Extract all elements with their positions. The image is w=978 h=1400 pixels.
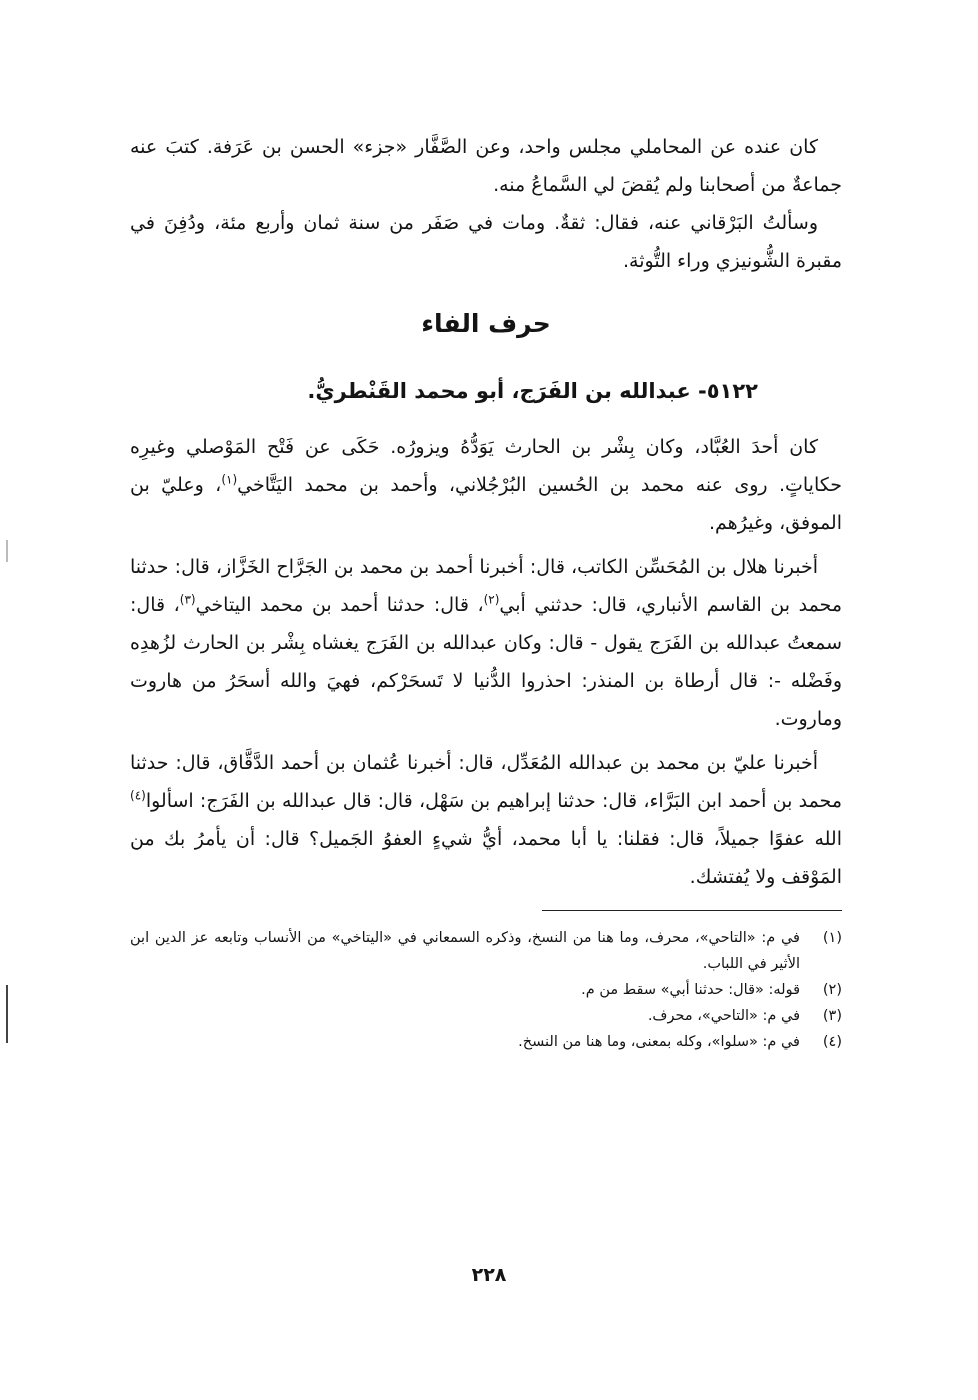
page-body	[130, 128, 842, 1055]
footnotes	[130, 925, 842, 1055]
paragraph-biography	[130, 428, 842, 542]
scan-margin-mark	[6, 540, 8, 562]
section-title: حرف الفاء	[421, 309, 551, 338]
footnote-number: (٣)	[822, 1008, 842, 1024]
footnote-ref[interactable]: (٤)	[130, 788, 146, 803]
text-run: أخبرنا هلال بن المُحَسِّن الكاتب، قال: أخبرنا أحمد بن محمد بن الجَرَّاح الخَزَّاز، قال: حدثنا محمد بن القاسم الأنباري، قال: حدثني أبي	[130, 556, 842, 616]
entry-title: عبدالله بن الفَرَج، أبو محمد القَنْطريُّ.	[307, 379, 691, 403]
footnote-text: في م: «التاحي»، محرف.	[647, 1008, 800, 1024]
footnote-divider	[542, 910, 842, 911]
footnote-item	[130, 977, 842, 1003]
footnote-number: (٢)	[822, 982, 842, 998]
footnote-number: (١)	[822, 930, 842, 946]
text-run: ، قال: حدثنا أحمد بن محمد اليتاخي	[195, 594, 484, 616]
footnote-item	[130, 1003, 842, 1029]
page-number: ٢٢٨	[471, 1264, 507, 1286]
scan-margin-mark	[6, 985, 8, 1043]
text-run: أخبرنا عليّ بن محمد بن عبدالله المُعَدِّل، قال: أخبرنا عُثمان بن أحمد الدَّقَّاق، قال: حدثنا محمد بن أحمد ابن البَرَّاء، قال: حدثنا إبراهيم بن سَهْل، قال: قال عبدالله بن الفَرَج: اسألوا	[130, 752, 842, 812]
entry-heading	[130, 372, 842, 410]
paragraph-narration-2	[130, 744, 842, 896]
paragraph-continuation: كان عنده عن المحاملي مجلس واحد، وعن الصَّفَّار «جزء» الحسن بن عَرَفة. كتبَ عنه جماعةٌ من أصحابنا ولم يُقضَ لي السَّماعُ منه.	[130, 136, 842, 196]
footnote-text: قوله: «قال: حدثنا أبي» سقط من م.	[581, 982, 800, 998]
footnote-item	[130, 925, 842, 977]
footnote-text: في م: «التاحي»، محرف، وما هنا من النسخ، وذكره السمعاني في «اليتاخي» من الأنساب وتابعه عز الدين ابن الأثير في اللباب.	[130, 930, 800, 972]
footnote-ref[interactable]: (١)	[221, 472, 238, 487]
footnote-number: (٤)	[822, 1034, 842, 1050]
entry-number: ٥١٢٢-	[698, 379, 758, 403]
footnote-ref[interactable]: (٢)	[483, 592, 500, 607]
footnote-text: في م: «سلوا»، وكله بمعنى، وما هنا من النسخ.	[518, 1034, 800, 1050]
paragraph-death-note: وسألتُ البَرْقاني عنه، فقال: ثقةٌ. ومات في صَفَر من سنة ثمان وأربع مئة، ودُفِنَ في مقبرة الشُّونيزي وراء التُّوثة.	[130, 212, 842, 272]
footnote-ref[interactable]: (٣)	[179, 592, 196, 607]
text-run: كان أحدَ العُبَّاد، وكان بِشْر بن الحارث يَوَدُّهُ ويزورُه. حَكَى عن فَتْح المَوْصلي وغيرِه حكاياتٍ. روى عنه محمد بن الحُسين البُرْجُلاني، وأحمد بن محمد اليَتَّاخي	[130, 436, 843, 496]
text-run: الله عفوًا جميلاً، قال: فقلنا: يا أبا محمد، أيُّ شيءٍ العفوُ الجَميل؟ قال: أن يأمرُ بك من المَوْقف ولا يُفتشك.	[130, 828, 842, 888]
text-run: ، وعليّ بن الموفق، وغيرُهم.	[130, 474, 842, 534]
paragraph-narration-1	[130, 548, 842, 738]
text-run: ، قال: سمعتُ عبدالله بن الفَرَج يقول - قال: وكان عبدالله بن الفَرَج يغشاه بِشْر بن الحارث لزُهدِه وفَضْله -: قال أرطاة بن المنذر: احذروا الدُّنيا لا تَسحَرْكم، فهيَ والله أسحَرُ من هاروت وماروت.	[130, 594, 842, 730]
footnote-item	[130, 1029, 842, 1055]
